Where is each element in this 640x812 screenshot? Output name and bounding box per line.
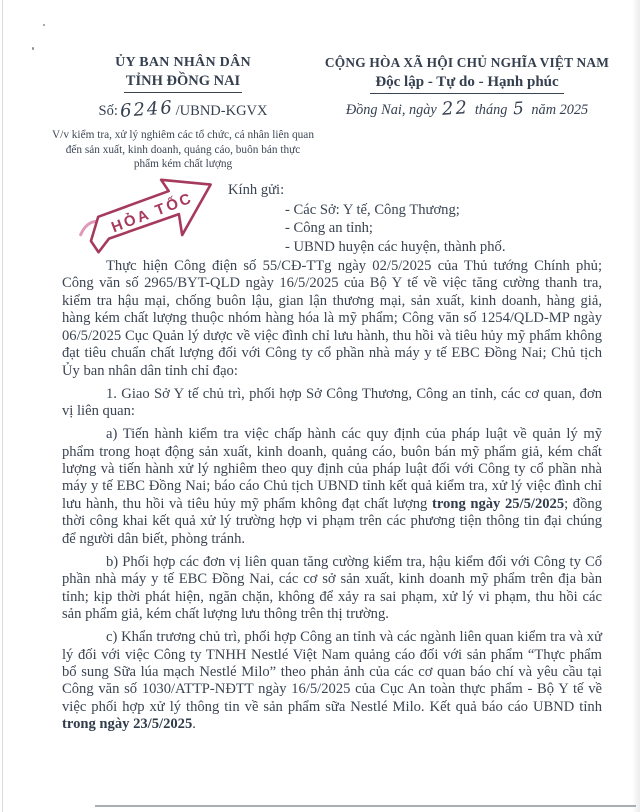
issuer-org-line2: TỈNH ĐỒNG NAI (52, 73, 314, 93)
paragraph-item-1: 1. Giao Sở Y tế chủ trì, phối hợp Sở Công Thương, Công an tỉnh, các cơ quan, đơn vị liên quan: (62, 385, 602, 420)
date-day-handwritten: 22 (441, 97, 470, 120)
scan-edge-left (2, 0, 3, 812)
document-number-handwritten: 6246 (119, 97, 175, 122)
national-motto: Độc lập - Tự do - Hạnh phúc (302, 74, 632, 94)
document-body (62, 258, 602, 739)
paragraph-intro: Thực hiện Công điện số 55/CĐ-TTg ngày 02/5/2025 của Thủ tướng Chính phủ; Công văn số 2965/BYT-QLD ngày 16/5/2025 của Bộ Y tế về việc tăng cường thanh tra, kiểm tra hậu mại, chống buôn lậu, gian lận thương mại, sản xuất, kinh doanh, hàng giả, hàng kém chất lượng thuộc nhóm hàng hóa là mỹ phẩm; Công văn số 1254/QLD-MP ngày 06/5/2025 Cục Quản lý dược về việc đình chỉ lưu hành, thu hồi và tiêu hủy mỹ phẩm không đạt tiêu chuẩn chất lượng đối với Công ty cổ phần nhà máy y tế EBC Đồng Nai; Chủ tịch Ủy ban nhân dân tỉnh chỉ đạo: (62, 258, 602, 379)
place-date-line: Đồng Nai, ngày 22 tháng 5 năm 2025 (345, 97, 589, 120)
recipient-item: - Các Sở: Y tế, Công Thương; (285, 202, 460, 218)
recipient-item: - UBND huyện các huyện, thành phố. (285, 238, 506, 255)
scan-speck (43, 24, 45, 26)
national-name: CỘNG HÒA XÃ HỘI CHỦ NGHĨA VIỆT NAM (324, 55, 610, 70)
issuer-header (52, 55, 314, 172)
scan-edge-right (632, 0, 640, 812)
scan-speck (32, 47, 34, 50)
national-header (302, 55, 632, 119)
paragraph-item-b: b) Phối hợp các đơn vị liên quan tăng cường kiểm tra, hậu kiểm đối với Công ty Cổ phần nhà máy y tế EBC Đồng Nai, các cơ sở sản xuất, kinh doanh mỹ phẩm trên địa bàn tỉnh; kịp thời phát hiện, ngăn chặn, không để xảy ra sai phạm, xử lý vi phạm, thu hồi các sản phẩm giả, kém chất lượng lưu thông trên thị trường. (62, 553, 602, 623)
salutation-label: Kính gửi: (228, 182, 285, 198)
document-subject: V/v kiểm tra, xử lý nghiêm các tổ chức, cá nhân liên quan đến sản xuất, kinh doanh, quảng cáo, buôn bán thực phẩm kém chất lượng (52, 129, 314, 171)
paragraph-item-a: a) Tiến hành kiểm tra việc chấp hành các quy định của pháp luật về quản lý mỹ phẩm trong hoạt động sản xuất, kinh doanh, quảng cáo, buôn bán mỹ phẩm giả, kém chất lượng và tiến hành xử lý nghiêm theo quy định của pháp luật đối với Công ty cổ phần nhà máy y tế EBC Đồng Nai; báo cáo Chủ tịch UBND tỉnh kết quả kiểm tra, xử lý việc đình chỉ lưu hành, thu hồi và tiêu hủy mỹ phẩm không đạt chất lượng trong ngày 25/5/2025; đồng thời công khai kết quả xử lý trường hợp vi phạm trên các phương tiện thông tin đại chúng để người dân biết, phòng tránh. (62, 426, 602, 547)
recipient-list (285, 201, 505, 256)
document-number: Số:6246/UBND-KGVX (98, 97, 268, 122)
bottom-divider (95, 805, 636, 807)
issuer-org-line1: ỦY BAN NHÂN DÂN (115, 55, 251, 70)
recipient-item: - Công an tỉnh; (285, 220, 373, 237)
date-month-handwritten: 5 (512, 98, 527, 120)
paragraph-item-c: c) Khẩn trương chủ trì, phối hợp Công an tỉnh và các ngành liên quan kiểm tra và xử lý đối với việc Công ty TNHH Nestlé Việt Nam quảng cáo đối với sản phẩm “Thực phẩm bổ sung Sữa lúa mạch Nestlé Milo” theo phản ảnh của các cơ quan báo chí và yêu cầu tại Công văn số 1030/ATTP-NĐTT ngày 16/5/2025 của Cục An toàn thực phẩm - Bộ Y tế về việc phối hợp xử lý thông tin về sản phẩm sữa Nestlé Milo. Kết quả báo cáo UBND tỉnh trong ngày 23/5/2025. (62, 629, 602, 733)
stamp-label: HỎA TỐC (109, 189, 196, 237)
